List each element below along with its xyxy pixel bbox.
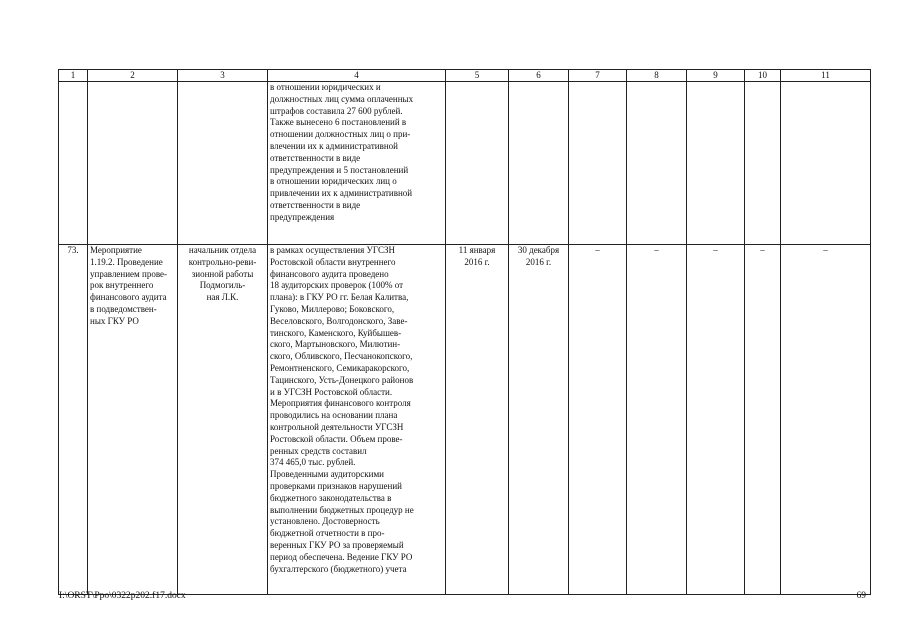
text-line: финансового аудита: [90, 292, 167, 303]
text-line: ского, Обливского, Песчанокопского,: [270, 351, 413, 362]
text-line: 2016 г.: [464, 256, 490, 267]
table-row-continuation: [59, 82, 871, 245]
text-line: веренных ГКУ РО за проверяемый: [270, 539, 404, 550]
text-line: 18 аудиторских проверок (100% от: [270, 280, 404, 291]
text-line: Ростовской области внутреннего: [270, 256, 396, 267]
table-cell: [88, 82, 178, 245]
text-line: штрафов составила 27 600 рублей.: [270, 105, 403, 116]
responsible-cell: [178, 245, 268, 595]
text-line: Мероприятия финансового контроля: [270, 398, 411, 409]
text-line: проводились на основании плана: [270, 410, 398, 421]
header-cell: 3: [178, 70, 268, 82]
text-line: Ростовской области. Объем прове-: [270, 433, 403, 444]
header-cell: 6: [509, 70, 569, 82]
text-line: тинского, Каменского, Куйбышев-: [270, 327, 402, 338]
dash-cell: –: [627, 245, 687, 595]
page-number: 69: [856, 591, 866, 601]
document-table: [58, 69, 871, 595]
header-cell: 5: [446, 70, 509, 82]
text-line: начальник отдела: [188, 245, 257, 255]
text-line: Также вынесено 6 постановлений в: [270, 117, 407, 128]
header-cell: 8: [627, 70, 687, 82]
text-line: ная Л.К.: [206, 292, 239, 303]
text-line: Тацинского, Усть-Донецкого районов: [270, 374, 414, 385]
text-line: контрольно-реви-: [188, 256, 257, 267]
text-line: проверками признаков нарушений: [270, 480, 402, 491]
text-line: должностных лиц сумма оплаченных: [270, 93, 414, 104]
header-cell: 1: [59, 70, 88, 82]
text-line: в рамках осуществления УГСЗН: [270, 245, 395, 255]
text-line: ренных средств составил: [270, 445, 367, 456]
table-cell: [446, 82, 509, 245]
result-text-cell: [268, 245, 446, 595]
table-cell: [687, 82, 745, 245]
dash-cell: –: [569, 245, 627, 595]
activity-cell: [88, 245, 178, 595]
text-line: ответственности в виде: [270, 152, 361, 163]
text-line: бюджетного законодательства в: [270, 492, 392, 503]
text-line: Гуково, Миллерово; Боковского,: [270, 303, 395, 314]
text-line: установлено. Достоверность: [270, 516, 380, 527]
text-line: в отношении юридических лиц о: [270, 176, 397, 187]
text-line: 30 декабря: [517, 245, 560, 255]
header-cell: 7: [569, 70, 627, 82]
text-line: в подведомствен-: [90, 303, 157, 314]
text-line: период обеспечена. Ведение ГКУ РО: [270, 551, 413, 562]
text-line: зионной работы: [191, 268, 254, 279]
text-line: бухгалтерского (бюджетного) учета: [270, 563, 407, 574]
text-line: ных ГКУ РО: [90, 315, 139, 326]
text-line: влечении их к административной: [270, 140, 398, 151]
text-line: рок внутреннего: [90, 280, 154, 291]
text-line: в отношении юридических и: [270, 82, 381, 92]
table-cell: [627, 82, 687, 245]
text-line: отношении должностных лиц о при-: [270, 129, 411, 140]
text-line: выполнении бюджетных процедур не: [270, 504, 414, 515]
table-row-73: [59, 245, 871, 595]
table-cell: [178, 82, 268, 245]
text-line: Подмогиль-: [199, 280, 246, 291]
start-date-cell: [446, 245, 509, 595]
text-line: Мероприятие: [90, 245, 142, 255]
table-cell: [781, 82, 871, 245]
table-cell: [509, 82, 569, 245]
text-line: 11 января: [458, 245, 496, 255]
text-line: 374 465,0 тыс. рублей.: [270, 457, 356, 468]
end-date-cell: [509, 245, 569, 595]
header-cell: 10: [745, 70, 781, 82]
dash-cell: –: [781, 245, 871, 595]
text-line: предупреждения и 5 постановлений: [270, 164, 409, 175]
text-line: Проведенными аудиторскими: [270, 469, 384, 480]
text-line: ского, Мартыновского, Милютин-: [270, 339, 401, 350]
text-line: ответственности в виде: [270, 199, 361, 210]
table-cell: [569, 82, 627, 245]
header-cell: 11: [781, 70, 871, 82]
footer-file-path: I:\ORST\Ppo\0322p202.f17.docx: [59, 591, 186, 601]
text-line: управлением прове-: [90, 268, 168, 279]
text-line: финансового аудита проведено: [270, 268, 389, 279]
result-text-cell: [268, 82, 446, 245]
text-line: Веселовского, Волгодонского, Заве-: [270, 315, 408, 326]
header-cell: 4: [268, 70, 446, 82]
header-row: [59, 70, 871, 82]
header-cell: 9: [687, 70, 745, 82]
text-line: и в УГСЗН Ростовской области.: [270, 386, 393, 397]
text-line: плана): в ГКУ РО гг. Белая Калитва,: [270, 292, 409, 303]
row-number-cell: 73.: [59, 245, 88, 595]
dash-cell: –: [687, 245, 745, 595]
text-line: Ремонтненского, Семикаракорского,: [270, 362, 410, 373]
text-line: контрольной деятельности УГСЗН: [270, 421, 404, 432]
text-line: предупреждения: [270, 211, 335, 222]
text-line: бюджетной отчетности в про-: [270, 528, 385, 539]
text-line: 2016 г.: [525, 256, 552, 267]
text-line: привлечении их к административной: [270, 188, 413, 199]
header-cell: 2: [88, 70, 178, 82]
table-cell: [59, 82, 88, 245]
dash-cell: –: [745, 245, 781, 595]
text-line: 1.19.2. Проведение: [90, 256, 163, 267]
table-cell: [745, 82, 781, 245]
